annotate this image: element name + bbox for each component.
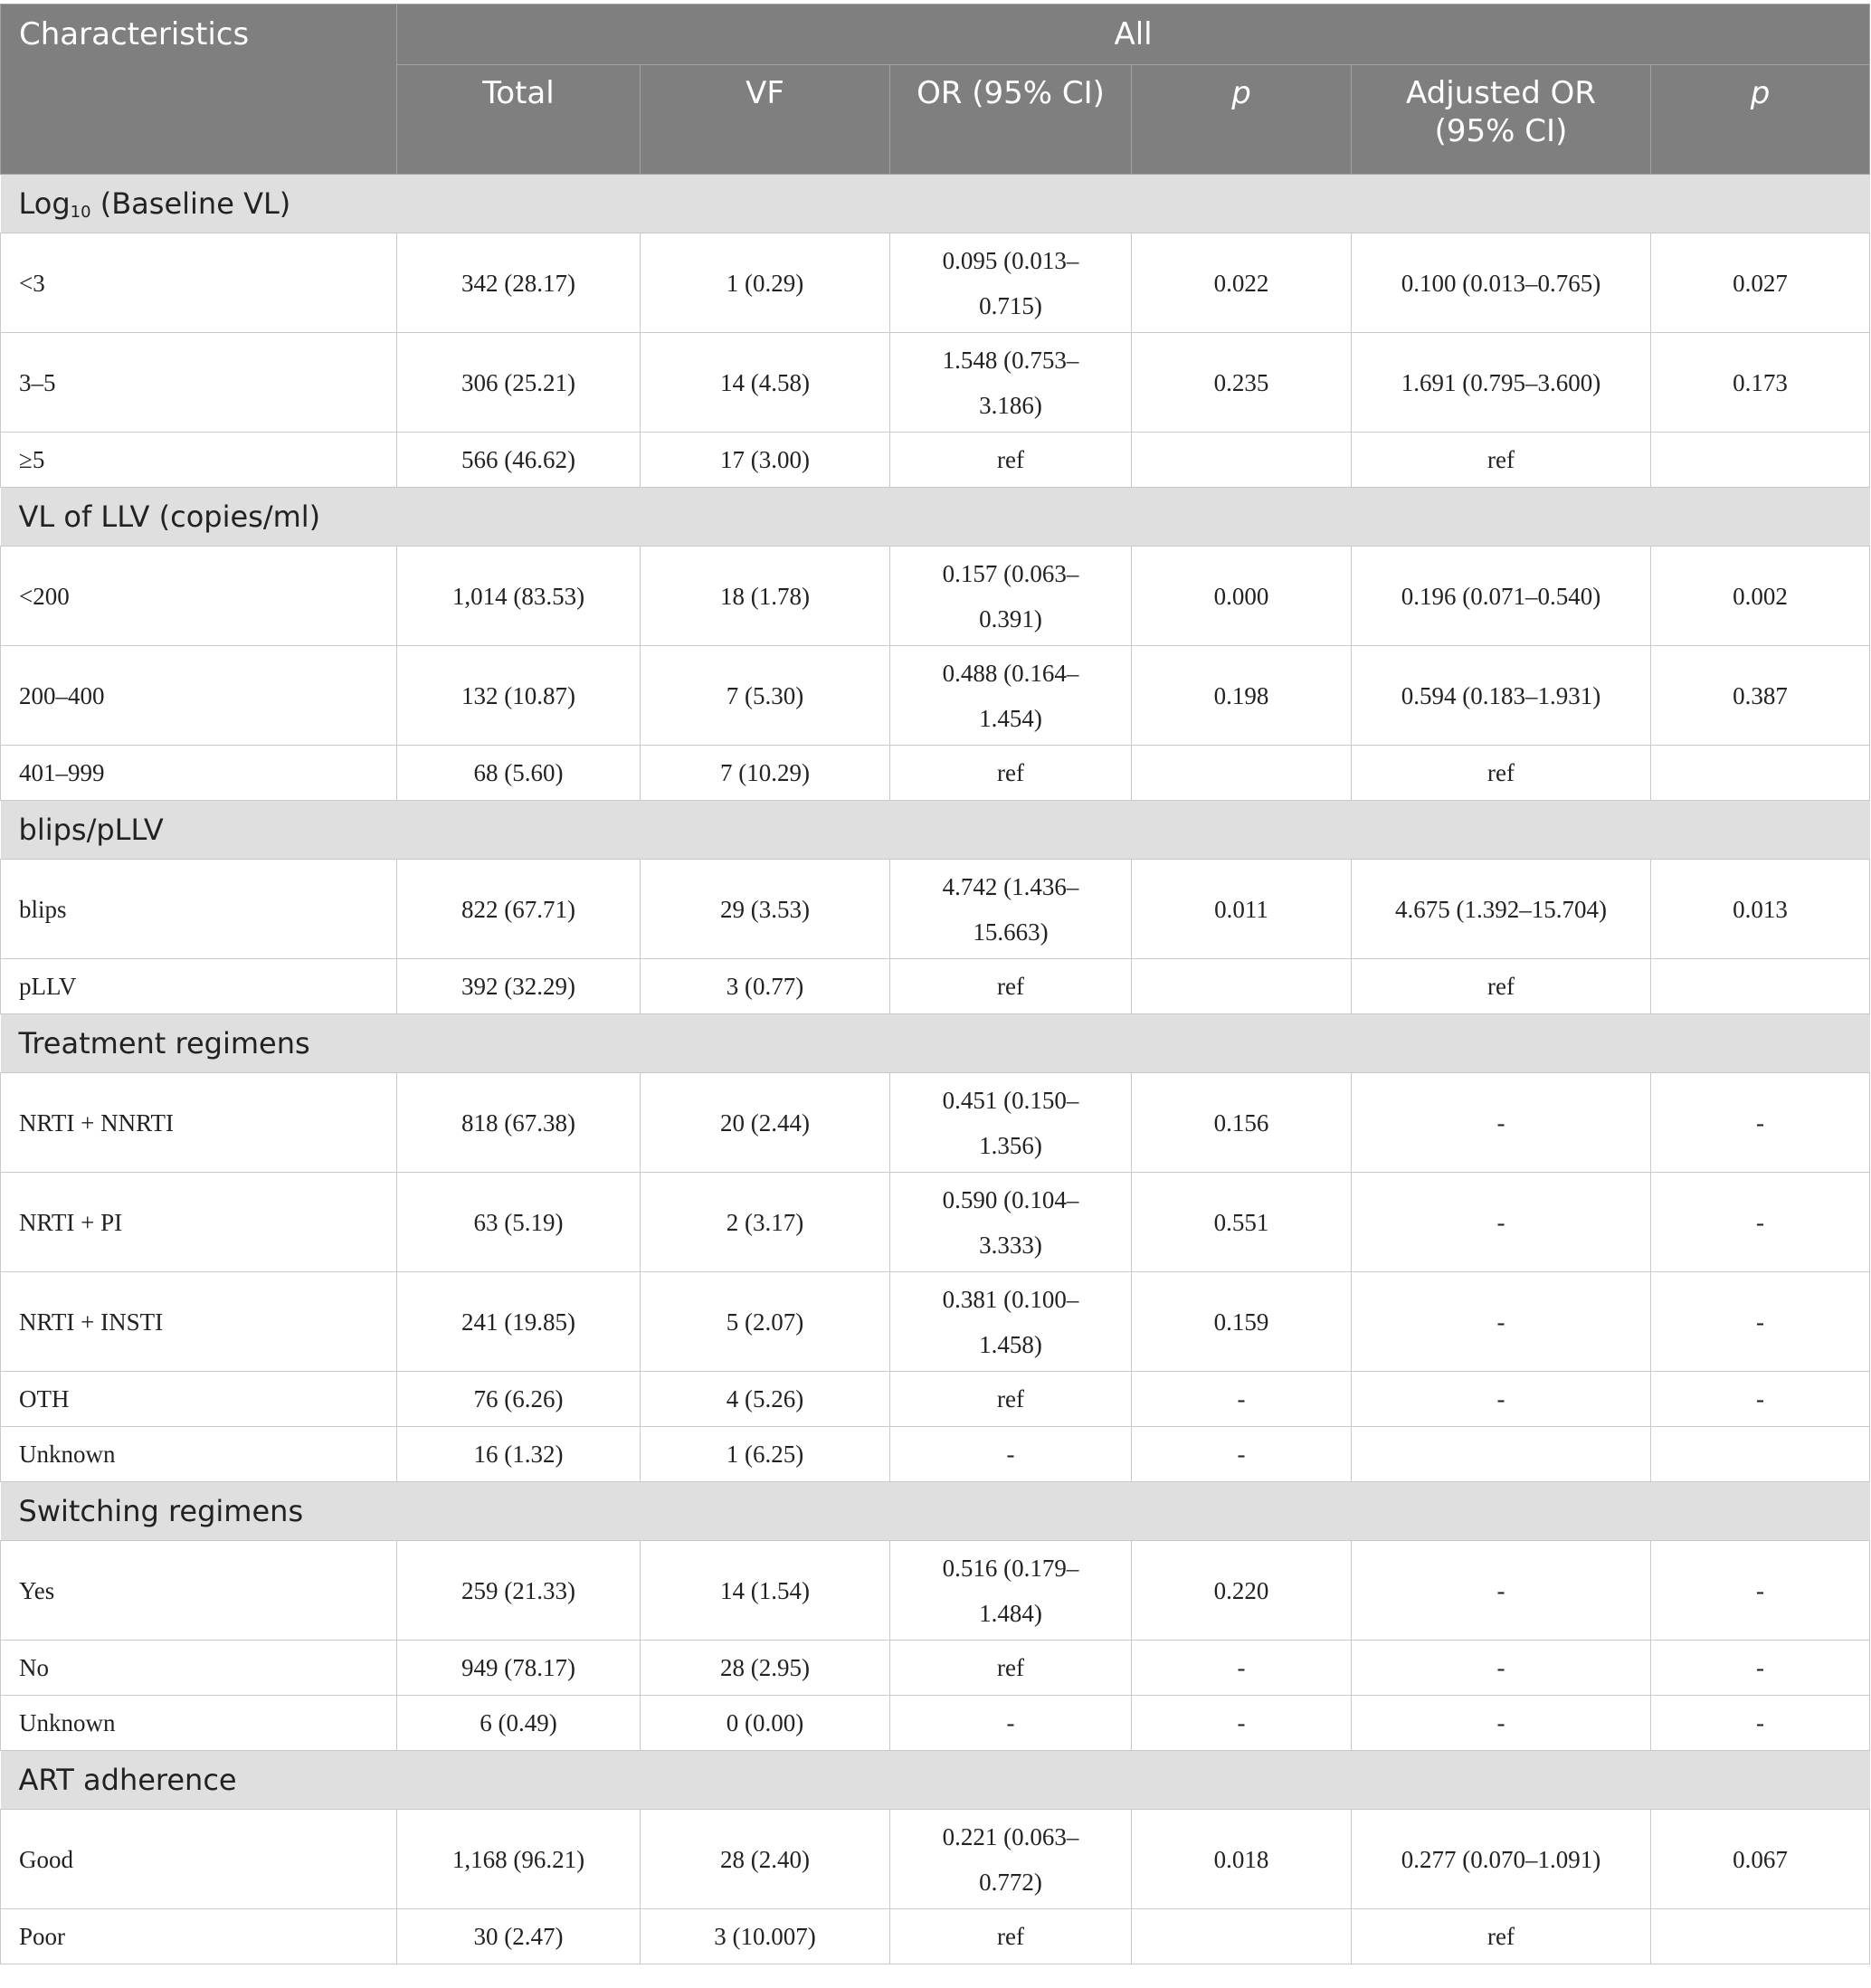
section-title (1, 801, 1870, 860)
table-row (1, 959, 1870, 1014)
section-title (1, 488, 1870, 547)
cell-total: 822 (67.71) (397, 860, 641, 959)
cell-adjusted-p: 0.027 (1651, 233, 1870, 333)
cell-adjusted-or: - (1352, 1696, 1651, 1751)
header-p-text: p (1231, 75, 1251, 111)
cell-or-line1: ref (997, 1923, 1024, 1950)
row-label: NRTI + NNRTI (1, 1073, 397, 1173)
cell-or-line1: 0.488 (0.164– (942, 659, 1079, 687)
cell-adjusted-or: 0.196 (0.071–0.540) (1352, 547, 1651, 646)
cell-total: 342 (28.17) (397, 233, 641, 333)
cell-or-line1: ref (997, 1654, 1024, 1681)
cell-or (890, 1427, 1132, 1482)
cell-adjusted-or: 0.277 (0.070–1.091) (1352, 1810, 1651, 1909)
table-row (1, 547, 1870, 646)
cell-vf: 4 (5.26) (641, 1372, 890, 1427)
cell-p (1132, 1909, 1352, 1964)
section-title-text: blips/pLLV (18, 813, 164, 847)
table-row (1, 333, 1870, 433)
section-row (1, 1751, 1870, 1810)
cell-vf: 28 (2.95) (641, 1641, 890, 1696)
cell-total: 306 (25.21) (397, 333, 641, 433)
row-label: 200–400 (1, 646, 397, 746)
cell-or (890, 1541, 1132, 1641)
table-row (1, 1696, 1870, 1751)
table-container (0, 4, 1869, 1964)
header-p (1132, 65, 1352, 175)
cell-vf: 2 (3.17) (641, 1173, 890, 1272)
cell-p: - (1132, 1427, 1352, 1482)
section-title (1, 1482, 1870, 1541)
section-title (1, 1751, 1870, 1810)
table-header (1, 5, 1870, 175)
cell-or-line1: 0.516 (0.179– (942, 1554, 1079, 1582)
cell-total: 949 (78.17) (397, 1641, 641, 1696)
header-total: Total (397, 65, 641, 175)
cell-or-line2: 0.715) (979, 291, 1042, 319)
cell-vf: 5 (2.07) (641, 1272, 890, 1372)
cell-adjusted-p: - (1651, 1541, 1870, 1641)
cell-p: 0.000 (1132, 547, 1352, 646)
cell-or (890, 1641, 1132, 1696)
cell-or-line1: ref (997, 1385, 1024, 1413)
cell-total: 818 (67.38) (397, 1073, 641, 1173)
cell-or-line1: ref (997, 973, 1024, 1000)
header-adjusted-or-text: Adjusted OR (95% CI) (1406, 75, 1596, 149)
cell-p: 0.018 (1132, 1810, 1352, 1909)
header-vf: VF (641, 65, 890, 175)
header-adjusted-or (1352, 65, 1651, 175)
cell-vf: 20 (2.44) (641, 1073, 890, 1173)
cell-p: 0.022 (1132, 233, 1352, 333)
cell-adjusted-p: 0.067 (1651, 1810, 1870, 1909)
header-adjusted-p-text: p (1750, 75, 1771, 111)
cell-p: 0.159 (1132, 1272, 1352, 1372)
cell-p: 0.220 (1132, 1541, 1352, 1641)
cell-or-line2: 3.333) (979, 1231, 1042, 1259)
cell-adjusted-p: - (1651, 1173, 1870, 1272)
cell-adjusted-or: ref (1352, 959, 1651, 1014)
cell-or (890, 1372, 1132, 1427)
cell-or (890, 1173, 1132, 1272)
cell-or-line1: 0.590 (0.104– (942, 1185, 1079, 1213)
cell-p (1132, 959, 1352, 1014)
cell-p (1132, 433, 1352, 488)
cell-total: 1,168 (96.21) (397, 1810, 641, 1909)
cell-adjusted-p: - (1651, 1372, 1870, 1427)
cell-vf: 1 (0.29) (641, 233, 890, 333)
section-row (1, 801, 1870, 860)
section-title (1, 175, 1870, 233)
cell-total: 566 (46.62) (397, 433, 641, 488)
table-row (1, 233, 1870, 333)
cell-or (890, 860, 1132, 959)
table-row (1, 1641, 1870, 1696)
cell-total: 76 (6.26) (397, 1372, 641, 1427)
header-characteristics: Characteristics (1, 5, 397, 175)
cell-or-line1: 0.221 (0.063– (942, 1822, 1079, 1850)
section-title-text: VL of LLV (copies/ml) (18, 499, 321, 534)
row-label: Unknown (1, 1696, 397, 1751)
cell-or (890, 646, 1132, 746)
cell-adjusted-or: 1.691 (0.795–3.600) (1352, 333, 1651, 433)
row-label: Yes (1, 1541, 397, 1641)
cell-adjusted-or: 4.675 (1.392–15.704) (1352, 860, 1651, 959)
row-label: 3–5 (1, 333, 397, 433)
table-row (1, 746, 1870, 801)
cell-total: 132 (10.87) (397, 646, 641, 746)
results-table (0, 4, 1870, 1964)
cell-or (890, 1073, 1132, 1173)
cell-or (890, 547, 1132, 646)
cell-adjusted-or: ref (1352, 746, 1651, 801)
cell-vf: 3 (10.007) (641, 1909, 890, 1964)
row-label: Unknown (1, 1427, 397, 1482)
cell-or (890, 233, 1132, 333)
cell-total: 16 (1.32) (397, 1427, 641, 1482)
cell-p (1132, 746, 1352, 801)
row-label: NRTI + INSTI (1, 1272, 397, 1372)
cell-or-line2: 1.484) (979, 1599, 1042, 1627)
cell-or-line2: 0.772) (979, 1868, 1042, 1896)
table-row (1, 433, 1870, 488)
cell-adjusted-p: 0.173 (1651, 333, 1870, 433)
row-label: blips (1, 860, 397, 959)
row-label: <3 (1, 233, 397, 333)
cell-p: 0.235 (1132, 333, 1352, 433)
cell-total: 63 (5.19) (397, 1173, 641, 1272)
row-label: Good (1, 1810, 397, 1909)
cell-total: 241 (19.85) (397, 1272, 641, 1372)
table-row (1, 1909, 1870, 1964)
cell-or-line1: 0.095 (0.013– (942, 246, 1079, 274)
cell-vf: 7 (5.30) (641, 646, 890, 746)
cell-or-line1: ref (997, 446, 1024, 473)
cell-or (890, 433, 1132, 488)
cell-adjusted-p: - (1651, 1696, 1870, 1751)
cell-p: 0.011 (1132, 860, 1352, 959)
cell-adjusted-or: - (1352, 1641, 1651, 1696)
cell-vf: 1 (6.25) (641, 1427, 890, 1482)
table-row (1, 1372, 1870, 1427)
cell-vf: 28 (2.40) (641, 1810, 890, 1909)
cell-or (890, 333, 1132, 433)
cell-adjusted-p (1651, 746, 1870, 801)
cell-vf: 18 (1.78) (641, 547, 890, 646)
section-row (1, 1482, 1870, 1541)
cell-vf: 14 (1.54) (641, 1541, 890, 1641)
section-row (1, 175, 1870, 233)
row-label: No (1, 1641, 397, 1696)
cell-adjusted-p: - (1651, 1641, 1870, 1696)
table-row (1, 1272, 1870, 1372)
table-row (1, 1810, 1870, 1909)
cell-adjusted-or: ref (1352, 433, 1651, 488)
cell-vf: 17 (3.00) (641, 433, 890, 488)
section-title (1, 1014, 1870, 1073)
cell-or-line1: 4.742 (1.436– (942, 872, 1079, 900)
row-label: ≥5 (1, 433, 397, 488)
cell-p: 0.198 (1132, 646, 1352, 746)
cell-vf: 0 (0.00) (641, 1696, 890, 1751)
cell-adjusted-or: - (1352, 1372, 1651, 1427)
cell-or-line1: 0.157 (0.063– (942, 559, 1079, 587)
section-row (1, 488, 1870, 547)
cell-adjusted-or: - (1352, 1173, 1651, 1272)
cell-p: 0.156 (1132, 1073, 1352, 1173)
cell-adjusted-p (1651, 1909, 1870, 1964)
cell-p: - (1132, 1696, 1352, 1751)
cell-adjusted-p: - (1651, 1073, 1870, 1173)
cell-total: 259 (21.33) (397, 1541, 641, 1641)
cell-or-line1: ref (997, 759, 1024, 786)
cell-vf: 29 (3.53) (641, 860, 890, 959)
cell-adjusted-p (1651, 1427, 1870, 1482)
table-row (1, 860, 1870, 959)
table-body (1, 175, 1870, 1964)
cell-total: 68 (5.60) (397, 746, 641, 801)
cell-or (890, 746, 1132, 801)
row-label: pLLV (1, 959, 397, 1014)
cell-adjusted-p: - (1651, 1272, 1870, 1372)
cell-adjusted-p: 0.013 (1651, 860, 1870, 959)
row-label: OTH (1, 1372, 397, 1427)
section-title-text: ART adherence (18, 1763, 237, 1797)
cell-p: - (1132, 1641, 1352, 1696)
cell-or (890, 1272, 1132, 1372)
cell-or-line1: - (1006, 1709, 1015, 1736)
table-row (1, 1541, 1870, 1641)
cell-or-line2: 1.454) (979, 704, 1042, 732)
cell-p: 0.551 (1132, 1173, 1352, 1272)
header-adjusted-p (1651, 65, 1870, 175)
section-row (1, 1014, 1870, 1073)
cell-vf: 3 (0.77) (641, 959, 890, 1014)
cell-or-line2: 1.356) (979, 1131, 1042, 1159)
row-label: <200 (1, 547, 397, 646)
section-title-text: Log (18, 185, 71, 221)
row-label: Poor (1, 1909, 397, 1964)
cell-or-line2: 1.458) (979, 1330, 1042, 1358)
cell-adjusted-or: - (1352, 1541, 1651, 1641)
cell-or-line1: 1.548 (0.753– (942, 346, 1079, 374)
cell-p: - (1132, 1372, 1352, 1427)
table-row (1, 1427, 1870, 1482)
cell-adjusted-or: 0.100 (0.013–0.765) (1352, 233, 1651, 333)
cell-total: 392 (32.29) (397, 959, 641, 1014)
cell-adjusted-or (1352, 1427, 1651, 1482)
cell-or-line1: - (1006, 1441, 1015, 1468)
section-title-text: Switching regimens (18, 1494, 304, 1528)
cell-or (890, 1909, 1132, 1964)
row-label: 401–999 (1, 746, 397, 801)
cell-or (890, 1810, 1132, 1909)
cell-or (890, 1696, 1132, 1751)
section-title-subscript: 10 (70, 202, 91, 222)
cell-or-line1: 0.451 (0.150– (942, 1086, 1079, 1114)
cell-or-line2: 0.391) (979, 604, 1042, 633)
header-group-all: All (397, 5, 1870, 65)
cell-adjusted-p: 0.387 (1651, 646, 1870, 746)
cell-adjusted-or: - (1352, 1073, 1651, 1173)
table-row (1, 1073, 1870, 1173)
cell-or-line2: 3.186) (979, 391, 1042, 419)
table-row (1, 646, 1870, 746)
cell-adjusted-p (1651, 433, 1870, 488)
cell-or (890, 959, 1132, 1014)
cell-total: 1,014 (83.53) (397, 547, 641, 646)
section-title-text: Treatment regimens (18, 1026, 310, 1061)
cell-total: 6 (0.49) (397, 1696, 641, 1751)
section-title-rest: (Baseline VL) (90, 185, 291, 221)
cell-vf: 7 (10.29) (641, 746, 890, 801)
cell-total: 30 (2.47) (397, 1909, 641, 1964)
cell-adjusted-or: ref (1352, 1909, 1651, 1964)
cell-adjusted-or: 0.594 (0.183–1.931) (1352, 646, 1651, 746)
cell-adjusted-p: 0.002 (1651, 547, 1870, 646)
cell-adjusted-or: - (1352, 1272, 1651, 1372)
header-or: OR (95% CI) (890, 65, 1132, 175)
row-label: NRTI + PI (1, 1173, 397, 1272)
cell-or-line2: 15.663) (973, 918, 1049, 946)
cell-adjusted-p (1651, 959, 1870, 1014)
cell-or-line1: 0.381 (0.100– (942, 1285, 1079, 1313)
cell-vf: 14 (4.58) (641, 333, 890, 433)
table-row (1, 1173, 1870, 1272)
